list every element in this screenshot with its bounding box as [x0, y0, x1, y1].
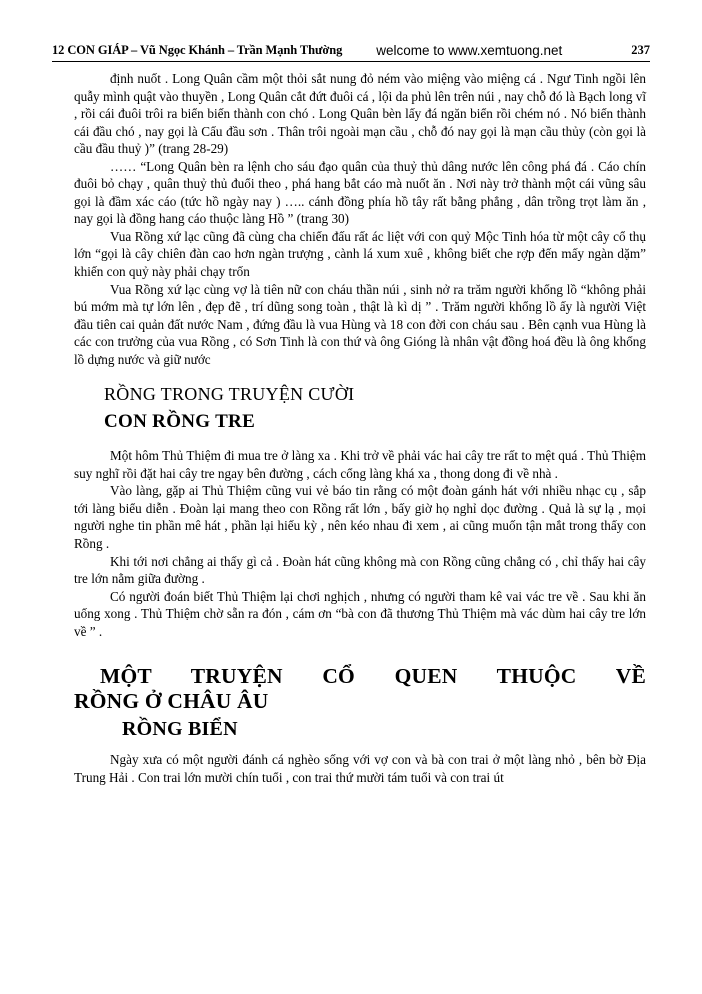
page-header: [52, 38, 650, 58]
header-page-number: 237: [631, 43, 650, 57]
paragraph: Ngày xưa có một người đánh cá nghèo sống với vợ con và bà con trai ở một làng nhỏ , bên bờ Địa Trung Hải . Con trai lớn mười chín tuổi , con trai thứ mười tám tuổi và con trai út: [74, 752, 646, 785]
header-divider: [52, 61, 650, 62]
major-subheading: RỒNG BIỂN: [122, 718, 238, 741]
paragraph: Vua Rồng xứ lạc cùng vợ là tiên nữ con cháu thần núi , sinh nở ra trăm người khổng lồ “không phải bú mớm mà tự lớn lên , đẹp đẽ , trí dũng song toàn , thật là kì dị ” . Trăm người khổng lồ ấy là người Việt đầu tiên cai quản đất nước Nam , đứng đầu là vua Hùng và 18 con đời con cháu sau . Bên cạnh vua Hùng là các con trưởng của vua Rồng , có Sơn Tinh là con thứ và ông Gióng là nhân vật đồng hoá đều là ông khổng lồ dựng nước và giữ nước: [74, 281, 646, 367]
page-body: [52, 70, 650, 786]
paragraph: Vua Rồng xứ lạc cũng đã cùng cha chiến đấu rất ác liệt với con quỷ Mộc Tinh hóa từ một cây cổ thụ lớn “gọi là cây chiên đàn cao hơn ngàn trượng , cành lá xum xuê , không biết che rợp đến mấy ngàn dặm” khiến con quỷ này phải chạy trốn: [74, 228, 646, 280]
paragraph: Có người đoán biết Thủ Thiệm lại chơi nghịch , nhưng có người tham kê vai vác tre về . Sau khi ăn uống xong . Thủ Thiệm chờ sẵn ra đón , cám ơn “bà con đã thương Thủ Thiệm mà vác dùm hai cây tre lớn về ” .: [74, 588, 646, 639]
paragraph: Khi tới nơi chẳng ai thấy gì cả . Đoàn hát cũng không mà con Rồng cũng chẳng có , chỉ thấy hai cây tre lớn nằm giữa đường .: [74, 553, 646, 587]
major-heading-line-2: RỒNG Ở CHÂU ÂU: [74, 689, 269, 714]
major-heading-line-1: MỘT TRUYỆN CỔ QUEN THUỘC VỀ: [100, 664, 646, 689]
paragraph: Một hôm Thủ Thiệm đi mua tre ở làng xa . Khi trở về phải vác hai cây tre rất to mệt quá . Thủ Thiệm suy nghĩ rồi đặt hai cây tre ngay bên đường , cách cổng làng khá xa , thong dong đi về nhà .: [74, 448, 646, 481]
header-book-title: 12 CON GIÁP – Vũ Ngọc Khánh – Trần Mạnh Thường: [52, 43, 343, 57]
paragraph: …… “Long Quân bèn ra lệnh cho sáu đạo quân của thuỷ thủ dâng nước lên công phá đá . Cáo chín đuôi bỏ chạy , quân thuỷ thủ đuổi theo , phá hang bắt cáo mà nuốt ăn . Nơi này trở thành một cái vũng sâu gọi là đầm xác cáo (tức hồ ngày nay ) ….. cánh đồng phía hồ tây rất bằng phẳng , dân trồng trọt làm ăn , nay gọi là đồng hang cáo thuộc làng Hồ ” (trang 30): [74, 158, 646, 227]
section-heading: RỒNG TRONG TRUYỆN CƯỜI: [104, 384, 355, 405]
spacer: [74, 433, 646, 447]
spacer: [74, 741, 646, 751]
paragraph: Vào làng, gặp ai Thủ Thiệm cũng vui vẻ báo tin rằng có một đoàn gánh hát với nhiều nhạc cụ , sắp tới làng biểu diễn . Đoàn lại mang theo con Rồng rất lớn , bấy giờ họ nghỉ dọc đường . Quả là sự lạ , mọi người nghe tin phần mê hát , phần lại hiếu kỳ , nên kéo nhau đi xem , ai cũng muốn tận mắt trong thấy con Rồng .: [74, 483, 646, 552]
header-website-link[interactable]: welcome to www.xemtuong.net: [376, 43, 563, 58]
section-subheading: CON RỒNG TRE: [104, 411, 256, 433]
paragraph: định nuốt . Long Quân cầm một thỏi sắt nung đỏ ném vào miệng vào miệng cá . Ngư Tinh ngồi lên quẫy mình quật vào thuyền , Long Quân cắt đứt đuôi cá , lội da phủ lên trên núi , nay chỗ đó là Bạch long vĩ , rồi cái đuôi trôi ra biển biến thành con chó . Long Quân bèn lấy đá ngăn biển rồi chém nó . Nó biến thành cái đầu chó , nay gọi là Cẩu đầu sơn . Thân trôi ngoài mạn cầu , chỗ đó nay gọi là mạn cầu thủy (còn gọi là cầu đầu thuỷ )” (trang 28-29): [74, 71, 646, 157]
